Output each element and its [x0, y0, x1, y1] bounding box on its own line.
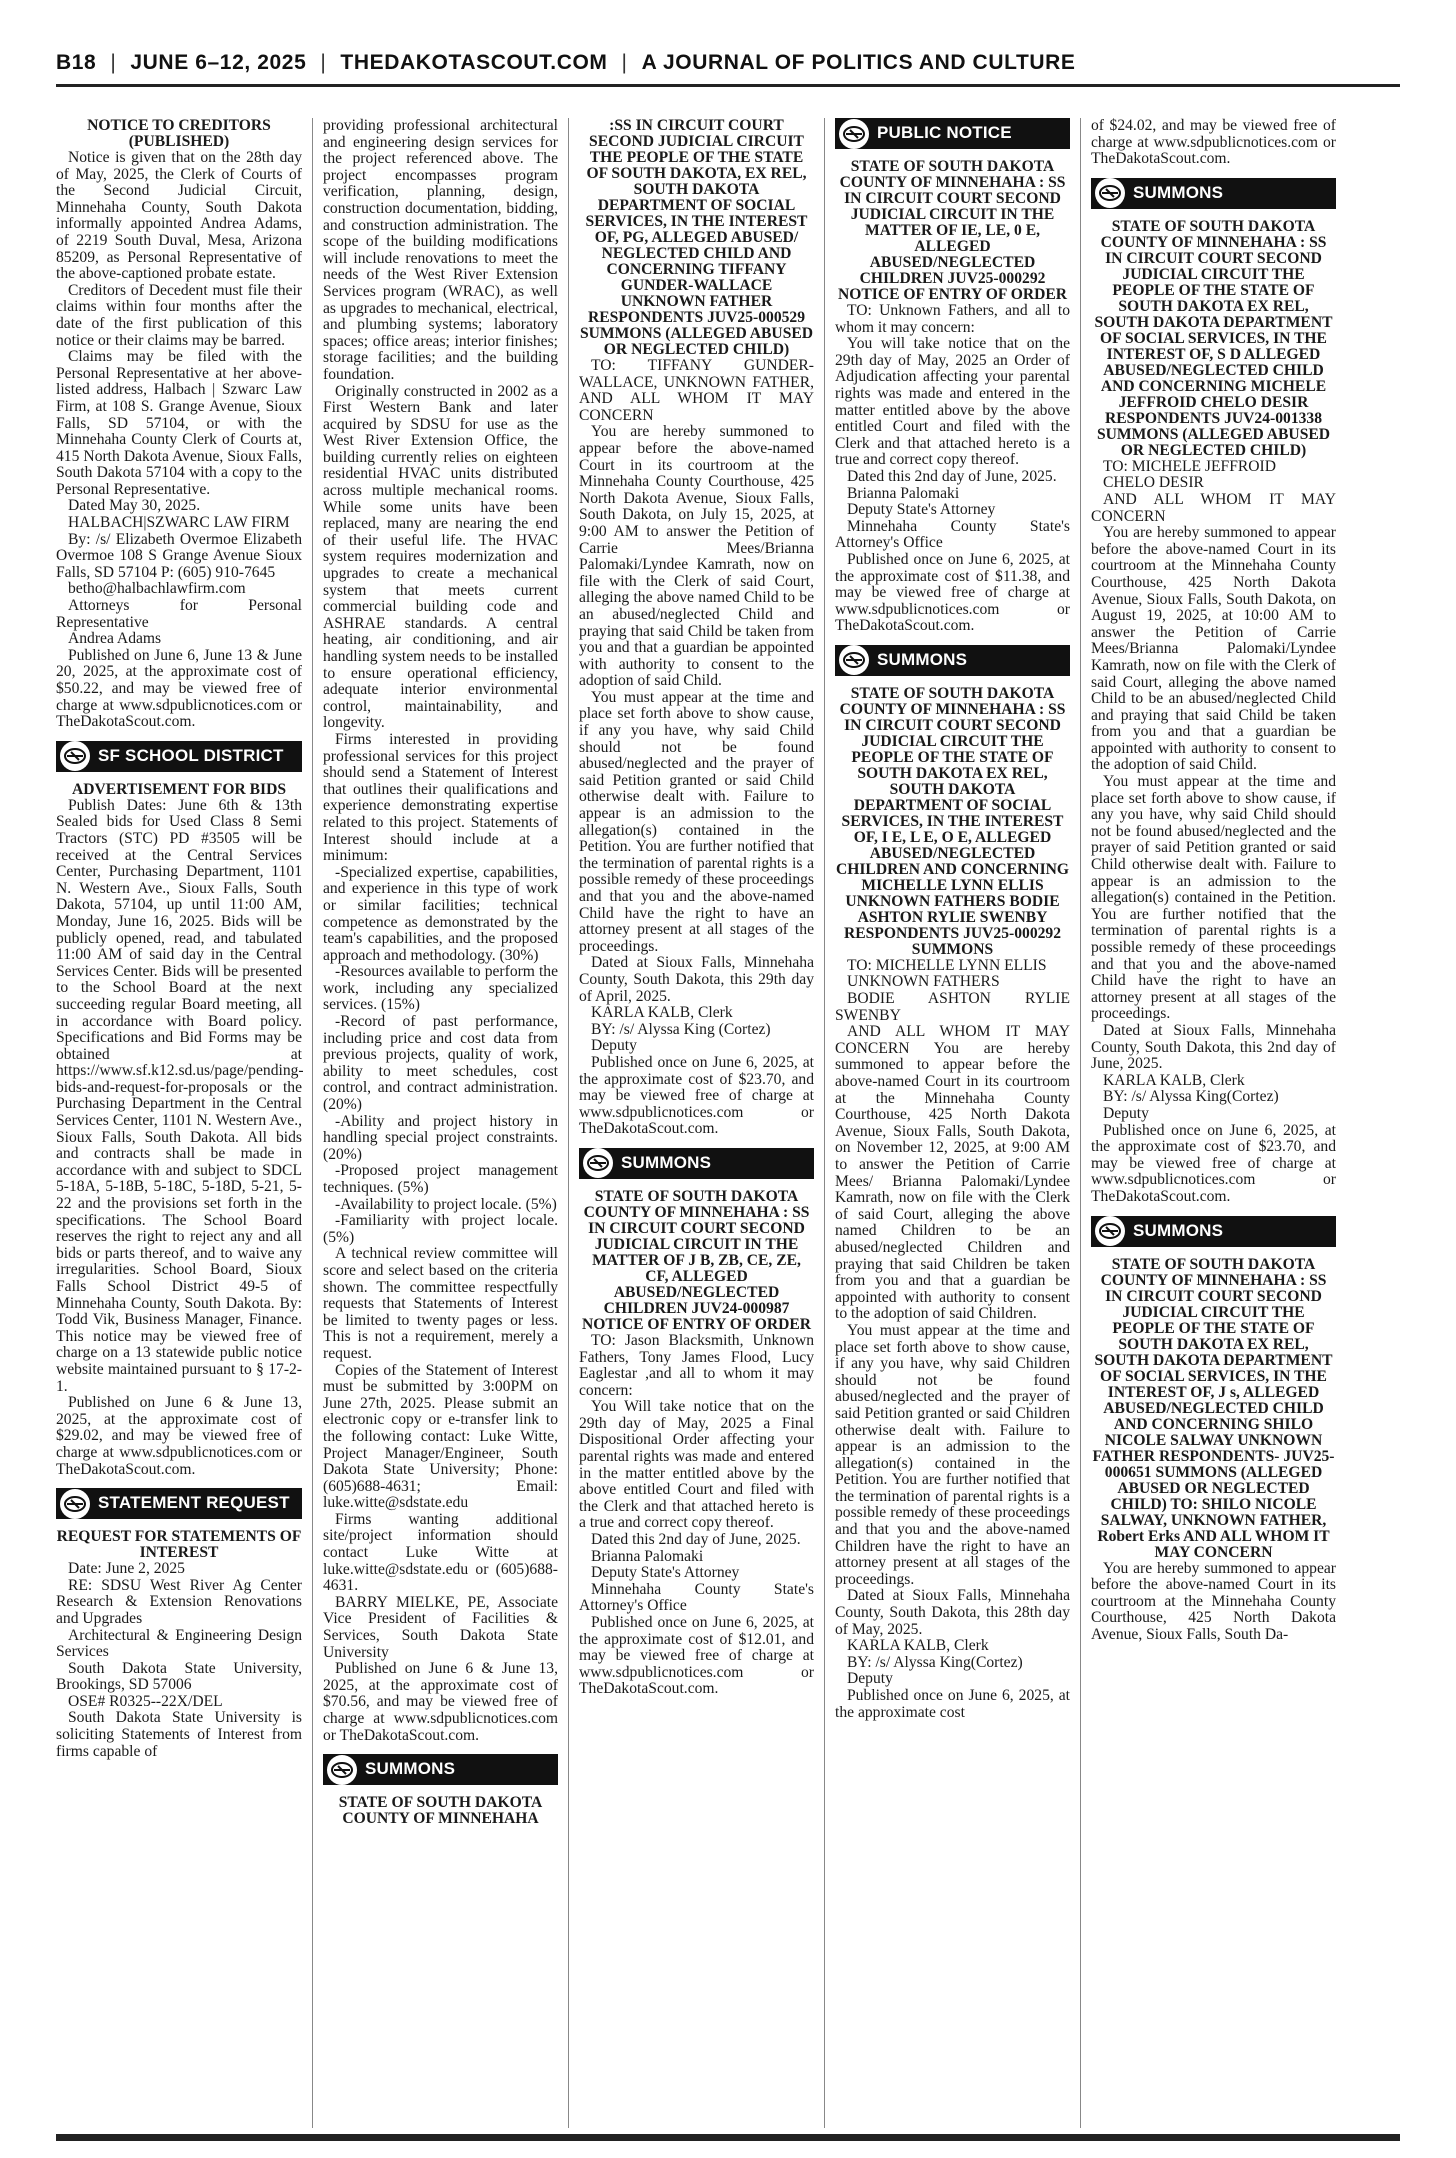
- section-tag: [323, 1754, 558, 1785]
- paragraph: Dated this 2nd day of June, 2025.: [591, 1531, 801, 1549]
- paragraph: BY: /s/ Alyssa King (Cortez): [591, 1020, 771, 1038]
- header-rule: [56, 84, 1400, 87]
- notice-heading: STATE OF SOUTH DAKOTA COUNTY OF MINNEHAHA: [338, 1794, 543, 1828]
- section-tag: [835, 645, 1070, 676]
- paragraph: You Will take notice that on the 29th day of May, 2025 a Final Dispositional Order affecting your parental rights was made and entered in the matter entitled above by the above entitled Court and filed with the Clerk and that attached hereto is a true and correct copy thereof.: [579, 1398, 814, 1532]
- paragraph: HALBACH|SZWARC LAW FIRM: [68, 514, 290, 532]
- paragraph: Date: June 2, 2025: [68, 1560, 185, 1578]
- column-1: [56, 118, 312, 2128]
- paragraph: Dated at Sioux Falls, Minnehaha County, South Dakota, this 28th day of May, 2025.: [835, 1587, 1070, 1638]
- header-separator: |: [320, 51, 327, 74]
- paragraph: -Ability and project history in handling special project constraints. (20%): [323, 1112, 558, 1163]
- paragraph: You will take notice that on the 29th day of May, 2025 an Order of Adjudication affecting your parental rights was made and entered in the matter entitled above by the above entitled Court and filed with the Clerk and that attached hereto is a true and correct copy thereof.: [835, 335, 1070, 469]
- paragraph: RE: SDSU West River Ag Center Research & Extension Renovations and Upgrades: [56, 1576, 302, 1627]
- paragraph: AND ALL WHOM IT MAY CONCERN: [1091, 490, 1336, 525]
- paragraph: Published once on June 6, 2025, at the approximate cost of $12.01, and may be viewed free of charge at www.sdpublicnotices.com or TheDakotaScout.com.: [579, 1614, 814, 1698]
- paragraph: Attorneys for Personal Representative: [56, 597, 302, 631]
- paragraph: By: /s/ Elizabeth Overmoe Elizabeth Overmoe 108 S Grange Avenue Sioux Falls, SD 57104 P: (605) 910-7645: [56, 530, 302, 581]
- paragraph: Published once on June 6, 2025, at the approximate cost of $23.70, and may be viewed free of charge at www.sdpublicnotices.com or TheDakotaScout.com.: [579, 1053, 814, 1138]
- column-3: [568, 118, 824, 2128]
- notice-heading: STATE OF SOUTH DAKOTA COUNTY OF MINNEHAHA : SS IN CIRCUIT COURT SECOND JUDICIAL CIRCUIT IN THE MATTER OF IE, LE, 0 E, ALLEGED ABUSED/NEGLECTED CHILDREN JUV25-000292 NOTICE OF ENTRY OF ORDER: [837, 158, 1068, 303]
- paragraph: You must appear at the time and place set forth above to show cause, if any you have, why said Children should not be found abused/neglected and the prayer of said Petition granted or said Children otherwise dealt with. Failure to appear is an admission to the allegation(s) contained in the Petition. You are further notified that the termination of parental rights is a possible remedy of these proceedings and that you and the above-named Children have the right to have an attorney present at all stages of the proceedings.: [835, 1321, 1070, 1588]
- paragraph: -Resources available to perform the work, including any specialized services. (15%): [323, 963, 558, 1014]
- paragraph: Publish Dates: June 6th & 13th Sealed bids for Used Class 8 Semi Tractors (STC) PD #3505 will be received at the Central Services Center, Purchasing Department, 1101 N. Western Ave., Sioux Falls, South Dakota, 57104, up until 11:00 AM, Monday, June 16, 2025. Bids will be publicly opened, read, and tabulated 11:00 AM of said day in the Central Services Center. Bids will be presented to the School Board at the next succeeding regular Board meeting, all in accordance with Board policy. Specifications and Bid Forms may be obtained at https://www.sf.k12.sd.us/page/pending-bids-and-request-for-proposals or the Purchasing Department in the Central Services Center, 1101 N. Western Ave., Sioux Falls, South Dakota. All bids and contracts shall be made in accordance with and subject to SDCL 5-18A, 5-18B, 5-18C, 5-18D, 5-21, 5-22 and the provisions set forth in the specifications. The School Board reserves the right to reject any and all bids or parts thereof, and to waive any irregularities. School Board, Sioux Falls School District 49-5 of Minnehaha County, South Dakota. By: Todd Vik, Business Manager, Finance. This notice may be viewed free of charge on a 13 statewide public notice website maintained pursuant to § 17-2-1.: [56, 796, 304, 1395]
- paragraph: Published on June 6 & June 13, 2025, at the approximate cost of $29.02, and may be viewed free of charge at www.sdpublicnotices.com or TheDakotaScout.com.: [56, 1394, 302, 1478]
- paragraph: Deputy: [1103, 1104, 1149, 1122]
- notice-columns: [56, 118, 1400, 2128]
- paragraph: A technical review committee will score and select based on the criteria shown. The committee respectfully requests that Statements of Interest be limited to twenty pages or less. This is not a requirement, merely a request.: [323, 1245, 558, 1362]
- paragraph: South Dakota State University, Brookings, SD 57006: [56, 1659, 302, 1694]
- section-tag: [1091, 178, 1336, 209]
- paragraph: BODIE ASHTON RYLIE SWENBY: [835, 990, 1070, 1024]
- section-tag-label: SUMMONS: [621, 1153, 712, 1173]
- paragraph: Deputy: [847, 1670, 893, 1688]
- section-tag-label: SUMMONS: [365, 1759, 456, 1779]
- paragraph: UNKNOWN FATHERS: [847, 973, 1000, 991]
- scout-badge-icon: [60, 1489, 90, 1519]
- header-separator: |: [621, 51, 628, 74]
- scout-badge-icon: [60, 741, 90, 771]
- paragraph: Deputy: [591, 1037, 637, 1055]
- paragraph: betho@halbachlawfirm.com: [68, 580, 246, 598]
- paragraph: of $24.02, and may be viewed free of charge at www.sdpublicnotices.com or TheDakotaScout.com.: [1091, 118, 1336, 168]
- column-4: [824, 118, 1080, 2128]
- paragraph: CHELO DESIR: [1103, 474, 1204, 492]
- paragraph: Deputy State's Attorney: [847, 501, 996, 519]
- notice-heading: REQUEST FOR STATEMENTS OF INTEREST: [56, 1528, 302, 1562]
- paragraph: BARRY MIELKE, PE, Associate Vice President of Facilities & Services, South Dakota State University: [323, 1593, 558, 1661]
- paragraph: providing professional architectural and engineering design services for the project referenced above. The project encompasses program verification, planning, design, construction documentation, bidding, and construction administration. The scope of the building modifications will include renovations to meet the needs of the West River Extension Services program (WRAC), as well as upgrades to mechanical, electrical, and plumbing systems; laboratory spaces; office areas; interior finishes; storage facilities; and the building foundation.: [323, 118, 558, 383]
- paragraph: South Dakota State University is soliciting Statements of Interest from firms capable of: [56, 1709, 302, 1760]
- paragraph: KARLA KALB, Clerk: [1103, 1071, 1245, 1089]
- paragraph: Brianna Palomaki: [591, 1547, 704, 1565]
- issue-date: JUNE 6–12, 2025: [130, 51, 307, 74]
- footer-rule: [56, 2134, 1400, 2141]
- tagline: A JOURNAL OF POLITICS AND CULTURE: [641, 51, 1076, 74]
- paragraph: KARLA KALB, Clerk: [847, 1637, 989, 1655]
- section-tag-label: PUBLIC NOTICE: [877, 123, 1012, 143]
- site-name: THEDAKOTASCOUT.COM: [340, 51, 608, 74]
- section-tag-label: SF SCHOOL DISTRICT: [98, 745, 284, 765]
- notice-heading: NOTICE TO CREDITORS (PUBLISHED): [87, 118, 271, 150]
- section-tag-label: SUMMONS: [1133, 182, 1224, 202]
- paragraph: TO: Unknown Fathers, and all to whom it may concern:: [835, 302, 1070, 336]
- paragraph: Copies of the Statement of Interest must be submitted by 3:00PM on June 27th, 2025. Please submit an electronic copy or e-transfer link to the following contact: Luke Witte, Project Manager/Engineer, South Dakota State University; Phone: (605)688-4631; Email: luke.witte@sdstate.edu: [323, 1361, 558, 1512]
- section-tag: [56, 1488, 302, 1519]
- paragraph: Dated May 30, 2025.: [68, 497, 201, 515]
- paragraph: Deputy State's Attorney: [591, 1564, 740, 1582]
- section-tag: [1091, 1216, 1336, 1247]
- page-number: B18: [56, 51, 97, 74]
- notice-heading: STATE OF SOUTH DAKOTA COUNTY OF MINNEHAHA : SS IN CIRCUIT COURT SECOND JUDICIAL CIRCUIT IN THE MATTER OF J B, ZB, CE, ZE, CF, ALLEGED ABUSED/NEGLECTED CHILDREN JUV24-000987 NOTICE OF ENTRY OF ORDER: [581, 1187, 812, 1333]
- paragraph: Firms interested in providing professional services for this project should send a Statement of Interest that outlines their qualifications and experience demonstrating expertise related to this project. Statements of Interest should include at a minimum:: [323, 730, 558, 865]
- paragraph: BY: /s/ Alyssa King(Cortez): [847, 1653, 1023, 1671]
- scout-badge-icon: [839, 119, 869, 149]
- paragraph: -Proposed project management techniques. (5%): [323, 1162, 558, 1196]
- paragraph: -Availability to project locale. (5%): [335, 1195, 557, 1213]
- paragraph: OSE# R0325--22X/DEL: [68, 1692, 223, 1710]
- paragraph: Claims may be filed with the Personal Representative at her above-listed address, Halbach | Szwarc Law Firm, at 108 S. Grange Avenue, Sioux Falls, SD 57104, or with the Minnehaha County Clerk of Courts at, 415 North Dakota Avenue, Sioux Falls, South Dakota 57104 with a copy to the Personal Representative.: [56, 348, 302, 498]
- paragraph: Dated this 2nd day of June, 2025.: [847, 467, 1057, 485]
- paragraph: Firms wanting additional site/project information should contact Luke Witte at luke.witte@sdstate.edu or (605)688-4631.: [323, 1510, 558, 1595]
- paragraph: TO: MICHELLE LYNN ELLIS: [847, 956, 1047, 974]
- paragraph: Published once on June 6, 2025, at the approximate cost: [835, 1687, 1070, 1721]
- paragraph: Published on June 6, June 13 & June 20, 2025, at the approximate cost of $50.22, and may be viewed free of charge at www.sdpublicnotices.com or TheDakotaScout.com.: [56, 646, 302, 731]
- paragraph: Published once on June 6, 2025, at the approximate cost of $23.70, and may be viewed free of charge at www.sdpublicnotices.com or TheDakotaScout.com.: [1091, 1121, 1336, 1205]
- paragraph: -Specialized expertise, capabilities, and experience in this type of work or similar facilities; technical competence as demonstrated by the team's capabilities, and the proposed approach and methodology. (30%): [323, 863, 558, 964]
- paragraph: You are hereby summoned to appear before the above-named Court in its courtroom at the Minnehaha County Courthouse, 425 North Dakota Avenue, Sioux Falls, South Dakota, on July 15, 2025, at 9:00 AM to answer the Petition of Carrie Mees/Brianna Palomaki/Lyndee Kamrath, now on file with the Clerk of said Court, alleging the above named Child to be an abused/neglected Child and praying that said Child be taken from you and that a guardian be appointed with authority to consent to the adoption of said Child.: [579, 423, 814, 690]
- paragraph: Andrea Adams: [68, 630, 162, 648]
- page-header: [56, 46, 1400, 80]
- notice-heading: STATE OF SOUTH DAKOTA COUNTY OF MINNEHAHA : SS IN CIRCUIT COURT SECOND JUDICIAL CIRCUIT THE PEOPLE OF THE STATE OF SOUTH DAKOTA EX REL, SOUTH DAKOTA DEPARTMENT OF SOCIAL SERVICES, IN THE INTEREST OF, S D ALLEGED ABUSED/NEGLECTED CHILD AND CONCERNING MICHELE JEFFROID CHELO DESIR RESPONDENTS JUV24-001338 SUMMONS (ALLEGED ABUSED OR NEGLECTED CHILD): [1094, 217, 1333, 459]
- scout-badge-icon: [1095, 1216, 1125, 1246]
- column-2: [312, 118, 568, 2128]
- section-tag: [579, 1148, 814, 1179]
- paragraph: You must appear at the time and place set forth above to show cause, if any you have, why said Child should not be found abused/neglected and the prayer of said Petition granted or said Child otherwise dealt with. Failure to appear is an admission to the allegation(s) contained in the Petition. You are further notified that the termination of parental rights is a possible remedy of these proceedings and that you and the above-named Child have the right to have an attorney present at all stages of the proceedings.: [579, 688, 814, 955]
- paragraph: You are hereby summoned to appear before the above-named Court in its courtroom at the Minnehaha County Courthouse, 425 North Dakota Avenue, Sioux Falls, South Dakota, on August 19, 2025, at 10:00 AM to answer the Petition of Carrie Mees/Brianna Palomaki/Lyndee Kamrath, now on file with the Clerk of said Court, alleging the above named Child to be an abused/neglected Child and praying that said Child be taken from you and that a guardian be appointed with authority to consent to the adoption of said Child.: [1091, 524, 1336, 774]
- paragraph: -Record of past performance, including price and cost data from previous projects, quality of work, ability to meet schedules, cost control, and contract administration. (20%): [323, 1013, 558, 1114]
- notice-heading: STATE OF SOUTH DAKOTA COUNTY OF MINNEHAHA : SS IN CIRCUIT COURT SECOND JUDICIAL CIRCUIT THE PEOPLE OF THE STATE OF SOUTH DAKOTA EX REL, SOUTH DAKOTA DEPARTMENT OF SOCIAL SERVICES, IN THE INTEREST OF, J s, ALLEGED ABUSED/NEGLECTED CHILD AND CONCERNING SHILO NICOLE SALWAY UNKNOWN FATHER RESPONDENTS- JUV25-000651 SUMMONS (ALLEGED ABUSED OR NEGLECTED CHILD) TO: SHILO NICOLE SALWAY, UNKNOWN FATHER, Robert Erks AND ALL WHOM IT MAY CONCERN: [1092, 1255, 1335, 1561]
- paragraph: Architectural & Engineering Design Services: [56, 1626, 302, 1661]
- paragraph: Originally constructed in 2002 as a First Western Bank and later acquired by SDSU for use as the West River Extension Office, the building currently relies on eighteen residential HVAC units distributed across multiple mechanical rooms. While some units have been replaced, many are nearing the end of their useful life. The HVAC system requires modernization and upgrades to create a mechanical system that meets current commercial building code and ASHRAE standards. A central heating, air conditioning, and air handling system needs to be installed to ensure operational efficiency, adequate interior environmental control, maintainability, and longevity.: [323, 382, 558, 732]
- paragraph: Dated at Sioux Falls, Minnehaha County, South Dakota, this 2nd day of June, 2025.: [1091, 1021, 1336, 1073]
- notice-heading: STATE OF SOUTH DAKOTA COUNTY OF MINNEHAHA : SS IN CIRCUIT COURT SECOND JUDICIAL CIRCUIT THE PEOPLE OF THE STATE OF SOUTH DAKOTA EX REL, SOUTH DAKOTA DEPARTMENT OF SOCIAL SERVICES, IN THE INTEREST OF, I E, L E, O E, ALLEGED ABUSED/NEGLECTED CHILDREN AND CONCERNING MICHELLE LYNN ELLIS UNKNOWN FATHERS BODIE ASHTON RYLIE SWENBY RESPONDENTS JUV25-000292 SUMMONS: [835, 684, 1070, 958]
- paragraph: TO: Jason Blacksmith, Unknown Fathers, Tony James Flood, Lucy Eaglestar ,and all to whom it may concern:: [579, 1331, 814, 1399]
- paragraph: Brianna Palomaki: [847, 484, 960, 502]
- scout-badge-icon: [327, 1755, 357, 1785]
- paragraph: TO: TIFFANY GUNDER-WALLACE, UNKNOWN FATHER, AND ALL WHOM IT MAY CONCERN: [579, 357, 814, 424]
- section-tag: [835, 118, 1070, 149]
- paragraph: You must appear at the time and place set forth above to show cause, if any you have, why said Child should not be found abused/neglected and the prayer of said Petition granted or said Child otherwise dealt with. Failure to appear is an admission to the allegation(s) contained in the Petition. You are further notified that the termination of parental rights is a possible remedy of these proceedings and that you and the above-named Child have the right to have an attorney present at all stages of the proceedings.: [1091, 773, 1336, 1023]
- notice-heading: :SS IN CIRCUIT COURT SECOND JUDICIAL CIRCUIT THE PEOPLE OF THE STATE OF SOUTH DAKOTA, EX REL, SOUTH DAKOTA DEPARTMENT OF SOCIAL SERVICES, IN THE INTEREST OF, PG, ALLEGED ABUSED/ NEGLECTED CHILD AND CONCERNING TIFFANY GUNDER-WALLACE UNKNOWN FATHER RESPONDENTS JUV25-000529 SUMMONS (ALLEGED ABUSED OR NEGLECTED CHILD): [579, 118, 814, 358]
- scout-badge-icon: [839, 645, 869, 675]
- paragraph: BY: /s/ Alyssa King(Cortez): [1103, 1088, 1279, 1106]
- paragraph: KARLA KALB, Clerk: [591, 1004, 733, 1022]
- paragraph: Published once on June 6, 2025, at the approximate cost of $11.38, and may be viewed free of charge at www.sdpublicnotices.com or TheDakotaScout.com.: [835, 550, 1070, 635]
- paragraph: Minnehaha County State's Attorney's Office: [835, 517, 1070, 552]
- section-tag: [56, 741, 302, 772]
- paragraph: You are hereby summoned to appear before the above-named Court in its courtroom at the Minnehaha County Courthouse, 425 North Dakota Avenue, Sioux Falls, South Da-: [1091, 1559, 1336, 1643]
- paragraph: Minnehaha County State's Attorney's Office: [579, 1580, 814, 1615]
- scout-badge-icon: [1095, 178, 1125, 208]
- section-tag-label: SUMMONS: [1133, 1220, 1224, 1240]
- scout-badge-icon: [583, 1148, 613, 1178]
- paragraph: TO: MICHELE JEFFROID: [1103, 457, 1276, 475]
- section-tag-label: SUMMONS: [877, 650, 968, 670]
- column-5: [1080, 118, 1336, 2128]
- paragraph: Published on June 6 & June 13, 2025, at the approximate cost of $70.56, and may be viewed free of charge at www.sdpublicnotices.com or TheDakotaScout.com.: [323, 1660, 558, 1744]
- header-separator: |: [110, 51, 117, 74]
- paragraph: AND ALL WHOM IT MAY CONCERN You are hereby summoned to appear before the above-named Court in its courtroom at the Minnehaha County Courthouse, 425 North Dakota Avenue, Sioux Falls, South Dakota, on November 12, 2025, at 9:00 AM to answer the Petition of Carrie Mees/ Brianna Palomaki/Lyndee Kamrath, now on file with the Clerk of said Court, alleging the above named Children to be an abused/neglected Children and praying that said Children be taken from you and that a guardian be appointed with authority to consent to the adoption of said Children.: [835, 1023, 1070, 1323]
- notice-heading: ADVERTISEMENT FOR BIDS: [71, 780, 287, 798]
- section-tag-label: STATEMENT REQUEST: [98, 1493, 290, 1513]
- paragraph: -Familiarity with project locale. (5%): [323, 1212, 558, 1246]
- paragraph: Creditors of Decedent must file their claims within four months after the date of the first publication of this notice or their claims may be barred.: [56, 281, 302, 349]
- paragraph: Notice is given that on the 28th day of May, 2025, the Clerk of Courts of the Second Judicial Circuit, Minnehaha County, South Dakota informally appointed Andrea Adams, of 2219 South Duval, Mesa, Arizona 85209, as Personal Representative of the above-captioned probate estate.: [56, 149, 302, 283]
- paragraph: Dated at Sioux Falls, Minnehaha County, South Dakota, this 29th day of April, 2025.: [579, 954, 814, 1005]
